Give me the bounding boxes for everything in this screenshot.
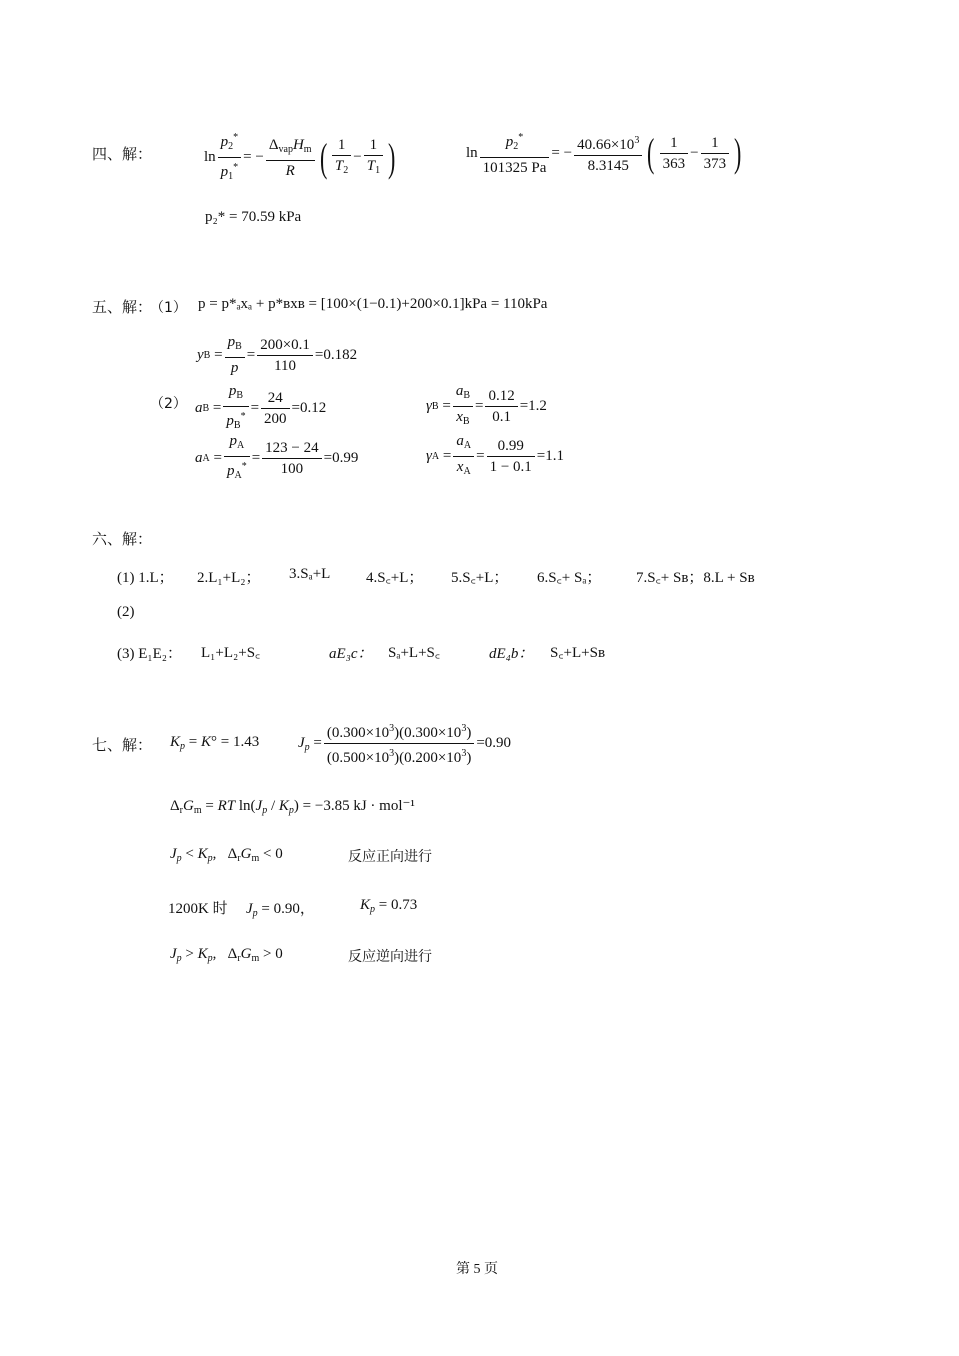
section-6-item-4: 4.S꜀+L； (366, 570, 424, 586)
section-6-label: 六、解： (92, 530, 153, 548)
page-number: 第 5 页 (456, 1262, 498, 1277)
section-6-item-5: 5.S꜀+L； (451, 570, 509, 586)
section-7-label: 七、解： (92, 736, 153, 754)
section-4-label: 四、解： (92, 145, 153, 163)
yB-value: 0.182 (323, 346, 358, 363)
aA-value: 0.99 (332, 450, 359, 466)
section-6-part-3-c-value: S꜀+L+Sʙ (550, 645, 606, 661)
Jp-value: 0.90 (484, 735, 512, 751)
section-6-item-3: 3.Sₐ+L (289, 566, 331, 582)
section-7-condition-1: $J_p < K_p$, $\Delta_rG_m < 0$ (170, 846, 283, 864)
section-7-Kp-equation: $K_p = K^\circ = 1.43$ (170, 734, 260, 752)
dG-value: −3.85 kJ · mol⁻¹ (314, 798, 415, 814)
section-7-1200K-Jp: $J_p = 0.90$， (246, 901, 315, 919)
section-6-item-7: 7.S꜀+ Sʙ；8.L + Sʙ (636, 570, 755, 586)
section-5-label: 五、解： (92, 298, 153, 316)
section-4-equation-2: ln $\frac{p_2^*}{101325 Pa}$ = − $\frac{40.66\times 10^3}{8.3145}$ ( $\frac{1}{363}$ − $\frac{1}{373}$ ) (466, 130, 742, 176)
section-5-equation-gammaA: γ A = $\frac{a_A}{x_A}$ = $\frac{0.99}{1 - 0.1}$ = 1.1 (426, 433, 565, 477)
section-4-result: p₂* = 70.59 kPa (205, 209, 302, 225)
gammaA-value: 1.1 (545, 448, 565, 464)
Kp-value: 1.43 (232, 734, 260, 750)
section-7-1200K-prefix: 1200K 时 (168, 901, 228, 917)
section-6-part-3-a: (3) E₁E₂： (117, 646, 183, 662)
section-7-1200K-Kp: $K_p = 0.73$ (360, 897, 418, 915)
section-7-conclusion-2: 反应逆向进行 (348, 949, 432, 965)
section-5-equation-gammaB: γ B = $\frac{a_B}{x_B}$ = $\frac{0.12}{0.1}$ = 1.2 (426, 383, 547, 427)
Kp-1200K-value: 0.73 (390, 897, 418, 913)
section-6-part-2: (2) (117, 604, 135, 620)
Jp-1200K-value: 0.90， (273, 901, 315, 917)
section-7-dG-equation: $\Delta_rG_m$ = RT $\ln(J_p / K_p) = -3.85$ kJ · mol⁻¹ (170, 798, 415, 816)
section-5-equation-aB: a B = $\frac{p_B}{p_B^*}$ = $\frac{24}{200}$ = 0.12 (195, 383, 327, 431)
section-6-item-2: 2.L₁+L₂； (197, 570, 261, 586)
section-7-conclusion-1: 反应正向进行 (348, 849, 432, 865)
section-5-equation-pressure: p = p*ₐxₐ + p*ʙxʙ = [100×(1−0.1)+200×0.1]kPa = 110kPa (198, 296, 548, 312)
section-5-equation-aA: a A = $\frac{p_A}{p_A^*}$ = $\frac{123 - 24}{100}$ = 0.99 (195, 433, 359, 481)
section-6-part-3-c: dE₄b： (489, 646, 534, 662)
section-5-equation-yB: y B = $\frac{p_B}{p}$ = $\frac{200\times 0.1}{110}$ = 0.182 (197, 334, 358, 376)
section-6-part-3-b-value: Sₐ+L+S꜀ (388, 645, 441, 661)
section-7-Jp-equation: $J_p$ = $\frac{(0.300\times 10^3)(0.300\times 10^3)}{(0.500\times 10^3)(0.200\times 10^3)}$ = 0.90 (298, 719, 511, 768)
aB-value: 0.12 (300, 400, 327, 416)
gammaB-value: 1.2 (528, 398, 547, 414)
section-4-equation-1: ln $\frac{p_2^*}{p_1^*}$ = − $\frac{\Delta_{vap}H_m}{R}$ ( $\frac{1}{T_2}$ − $\frac{1}{T_1}$ ) (204, 128, 398, 187)
section-6-part-3-b: aE₃c： (329, 646, 373, 662)
section-6-item-6: 6.S꜀+ Sₐ； (537, 570, 602, 586)
section-6-part-3-a-value: L₁+L₂+S꜀ (201, 645, 261, 661)
section-7-condition-2: $J_p > K_p$, $\Delta_rG_m > 0$ (170, 946, 283, 964)
section-5-part2-label: （2） (150, 396, 187, 412)
section-6-item-1: (1) 1.L； (117, 570, 174, 586)
section-5-part1-label: （1） (150, 300, 187, 316)
